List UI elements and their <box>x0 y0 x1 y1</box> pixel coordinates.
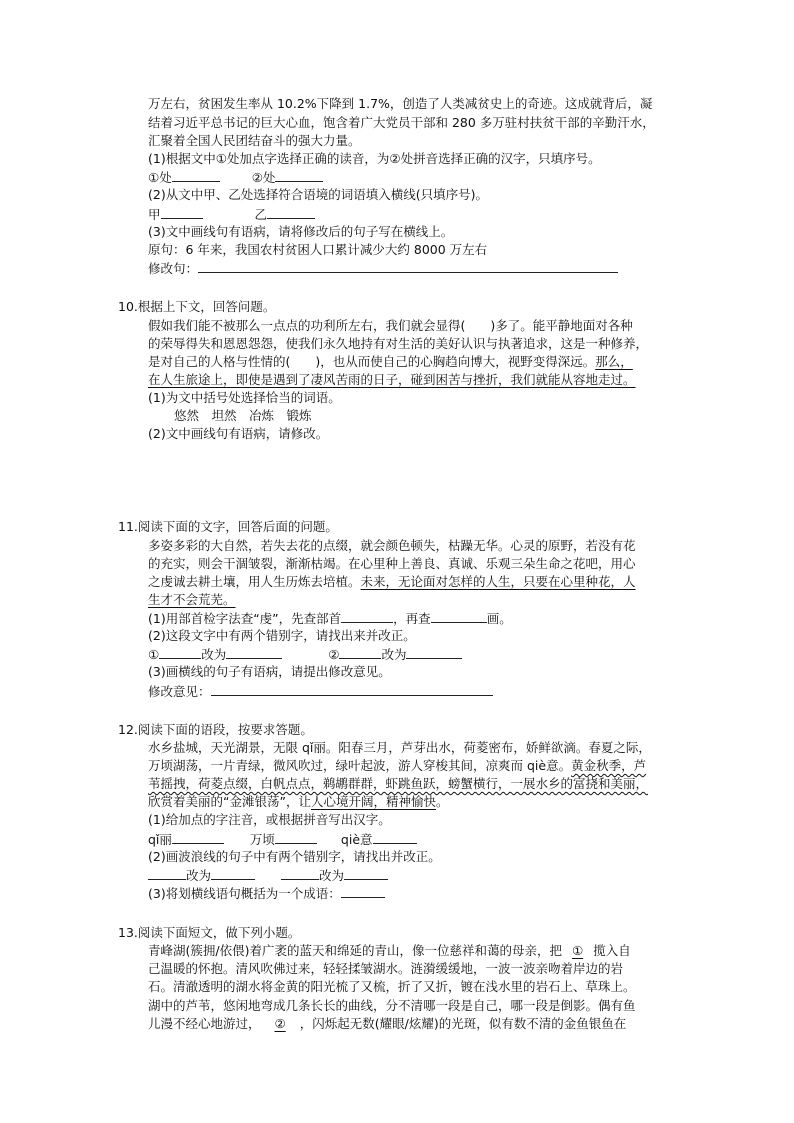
q10-paragraph-line3: 是对自己的人格与性情的( )，也从而使自己的心胸趋向博大，视野变得深远。那么， <box>148 354 633 369</box>
q9-paragraph-line3: 汇聚着全国人民团结奋斗的强大力量。 <box>148 133 361 148</box>
answer-blank[interactable] <box>281 866 319 880</box>
answer-blank[interactable] <box>161 205 203 219</box>
q9-original-sentence: 原句：6 年来，我国农村贫困人口累计减少大约 8000 万左右 <box>148 242 488 257</box>
answer-blank[interactable] <box>267 205 315 219</box>
answer-blank[interactable] <box>226 645 282 659</box>
answer-blank[interactable] <box>344 866 388 880</box>
answer-blank[interactable] <box>275 830 317 844</box>
q13-paragraph-line4: 湖中的芦苇，悠闲地弯成几条长长的曲线，分不清哪一段是自己，哪一段是倒影。偶有鱼 <box>148 998 636 1013</box>
answer-blank[interactable] <box>406 645 462 659</box>
blank-1[interactable]: ① <box>571 943 584 958</box>
q12-paragraph-line1: 水乡盐城，天光湖景，无限 qǐ丽。阳春三月，芦芽出水，荷菱密布，娇鲜欲滴。春夏之际， <box>148 740 651 755</box>
q10-word-choices: 悠然 坦然 冶炼 锻炼 <box>174 408 312 423</box>
q9-modified-sentence: 修改句： <box>148 259 618 278</box>
q9-subquestion-3: (3)文中画线句有语病，请将修改后的句子写在横线上。 <box>148 224 454 239</box>
answer-blank[interactable] <box>172 168 220 182</box>
q13-paragraph-line2: 己温暖的怀抱。清风吹佛过来，轻轻揉皱湖水。涟漪缓缓地，一波一波亲吻着岸边的岩 <box>148 961 624 976</box>
q11-paragraph-line4: 生才不会荒芜。 <box>148 592 236 607</box>
q9-paragraph-line2: 结着习近平总书记的巨大心血，饱含着广大党员干部和 280 多万驻村扶贫干部的辛勤汗水， <box>148 115 655 130</box>
q11-paragraph-line2: 的充实，则会干涸皱裂，渐渐枯竭。在心里种上善良、真诚、乐观三朵生命之花吧，用心 <box>148 556 636 571</box>
q11-answer-row-2: ① 改为 ② 改为 <box>148 645 462 664</box>
q11-subquestion-1: (1)用部首检字法查“虔”，先查部首 ，再查 画。 <box>148 611 512 626</box>
q12-paragraph-line4: 欣赏着美丽的“金滩银荡”，让人心境开阔，精神愉快。 <box>148 794 449 809</box>
answer-blank[interactable] <box>148 866 186 880</box>
q9-paragraph-line1: 万左右，贫困发生率从 10.2%下降到 1.7%，创造了人类减贫史上的奇迹。这成就背后，凝 <box>148 96 653 111</box>
answer-blank[interactable] <box>172 830 224 844</box>
answer-blank[interactable] <box>339 645 381 659</box>
q13-paragraph-line1: 青峰湖(簇拥/依偎)着广袤的蓝天和绵延的青山，像一位慈祥和蔼的母亲，把 ① 揽入自 <box>148 943 631 958</box>
q12-paragraph-line3: 苇摇拽，荷菱点缀，白帆点点，鹈鹕群群，虾跳鱼跃，螃蟹横行，一展水乡的富挠和美丽， <box>148 776 649 791</box>
q10-paragraph-line2: 的荣辱得失和恩恩怨怨，使我们永久地持有对生活的美好认识与执著追求，这是一种修养， <box>148 336 649 351</box>
answer-blank[interactable] <box>431 609 487 623</box>
q10-subquestion-2: (2)文中画线句有语病，请修改。 <box>148 426 329 441</box>
q12-answer-row-1: qǐ丽 万顷 qiè意 <box>148 830 417 849</box>
q10-paragraph-line4: 在人生旅途上，即使是遇到了凄风苦雨的日子，碰到困苦与挫折，我们就能从容地走过。 <box>148 372 636 387</box>
q11-paragraph-line1: 多姿多彩的大自然，若失去花的点缀，就会颜色顿失，枯躁无华。心灵的原野，若没有花 <box>148 538 636 553</box>
q13-title: 13.阅读下面短文，做下列小题。 <box>118 925 301 940</box>
q12-paragraph-line2: 万顷湖荡，一片青绿，微风吹过，绿叶起波，游人穿梭其间，凉爽而 qiè意。黄金秋季，芦 <box>148 758 647 773</box>
q11-subquestion-3: (3)画横线的句子有语病，请提出修改意见。 <box>148 664 391 679</box>
q11-revision-advice: 修改意见： <box>148 682 493 701</box>
q9-answer-row-1: ①处 ②处 <box>148 168 323 187</box>
q12-subquestion-3: (3)将划横线语句概括为一个成语： <box>148 884 385 903</box>
q9-answer-row-2: 甲 乙 <box>148 205 315 224</box>
q10-subquestion-1: (1)为文中括号处选择恰当的词语。 <box>148 390 341 405</box>
q13-paragraph-line5: 儿漫不经心地游过， ② ，闪烁起无数(耀眼/炫耀)的光斑，似有数不清的金鱼银鱼在 <box>148 1016 627 1031</box>
answer-blank[interactable] <box>373 830 417 844</box>
q11-paragraph-line3: 之虔诚去耕土壤，用人生历炼去培植。未来，无论面对怎样的人生，只要在心里种花，人 <box>148 574 636 589</box>
q9-subquestion-2: (2)从文中甲、乙处选择符合语境的词语填入横线(只填序号)。 <box>148 187 488 202</box>
q12-answer-row-2: 改为 改为 <box>148 866 388 885</box>
q11-title: 11.阅读下面的文字，回答后面的问题。 <box>118 519 338 534</box>
answer-blank[interactable] <box>341 884 385 898</box>
q10-paragraph-line1: 假如我们能不被那么一点点的功利所左右，我们就会显得( )多了。能平静地面对各种 <box>148 318 633 333</box>
blank-2[interactable]: ② <box>274 1016 286 1031</box>
q9-subquestion-1: (1)根据文中①处加点字选择正确的读音，为②处拼音选择正确的汉字，只填序号。 <box>148 151 601 166</box>
q12-title: 12.阅读下面的语段，按要求答题。 <box>118 722 313 737</box>
q13-paragraph-line3: 石。清澈透明的湖水将金黄的阳光梳了又梳，折了又折，镀在浅水里的岩石上、草珠上。 <box>148 979 636 994</box>
q10-title: 10.根据上下文，回答问题。 <box>118 299 276 314</box>
q11-subquestion-2: (2)这段文字中有两个错别字，请找出来并改正。 <box>148 628 416 643</box>
q12-subquestion-2: (2)画波浪线的句子中有两个错别字，请找出并改正。 <box>148 849 441 864</box>
answer-line[interactable] <box>211 682 493 696</box>
q12-subquestion-1: (1)给加点的字注音，或根据拼音写出汉字。 <box>148 812 391 827</box>
answer-blank[interactable] <box>341 609 393 623</box>
answer-blank[interactable] <box>159 645 201 659</box>
answer-line[interactable] <box>198 259 618 273</box>
answer-blank[interactable] <box>211 866 255 880</box>
answer-blank[interactable] <box>275 168 323 182</box>
